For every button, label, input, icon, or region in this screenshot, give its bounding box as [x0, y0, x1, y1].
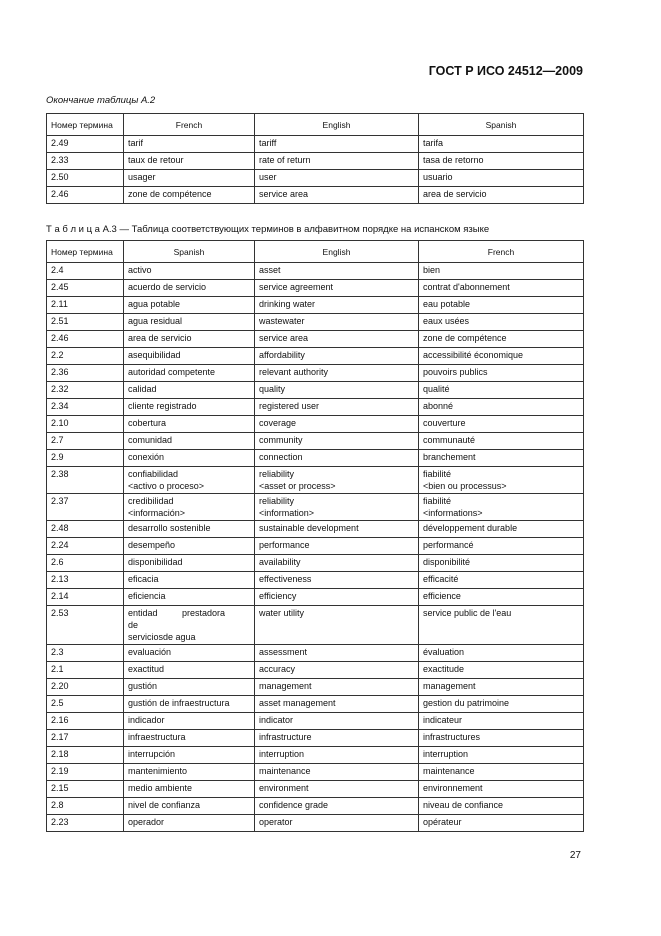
table2-caption: Т а б л и ц а А.3 — Таблица соответствующих терминов в алфавитном порядке на испанском языке: [46, 224, 490, 235]
term-spanish: indicador: [124, 713, 255, 730]
term-spanish: tasa de retorno: [419, 153, 584, 170]
term-number: 2.36: [47, 365, 124, 382]
term-number: 2.3: [47, 645, 124, 662]
term-french: efficience: [419, 589, 584, 606]
cell-line: service public de l'eau: [423, 608, 512, 618]
term-french: [419, 467, 584, 494]
table-row: [47, 467, 584, 494]
term-english: operator: [255, 815, 419, 832]
term-french: management: [419, 679, 584, 696]
term-spanish: infraestructura: [124, 730, 255, 747]
term-spanish: area de servicio: [124, 331, 255, 348]
cell-line-2: <information>: [259, 508, 315, 518]
term-english: indicator: [255, 713, 419, 730]
table-row: [47, 416, 584, 433]
term-number: 2.2: [47, 348, 124, 365]
term-french: pouvoirs publics: [419, 365, 584, 382]
cell-line-2: <bien ou processus>: [423, 481, 507, 491]
cell-line-2: <informations>: [423, 508, 483, 518]
term-spanish: calidad: [124, 382, 255, 399]
table-row: [47, 314, 584, 331]
term-english: availability: [255, 555, 419, 572]
term-french: couverture: [419, 416, 584, 433]
column-header: French: [419, 241, 584, 263]
term-number: 2.19: [47, 764, 124, 781]
term-french: opérateur: [419, 815, 584, 832]
term-spanish: mantenimiento: [124, 764, 255, 781]
term-spanish: operador: [124, 815, 255, 832]
term-number: 2.37: [47, 494, 124, 521]
column-header: Spanish: [419, 114, 584, 136]
cell-line: confiabilidad: [128, 469, 179, 479]
term-french: environnement: [419, 781, 584, 798]
term-number: 2.46: [47, 187, 124, 204]
term-french: abonné: [419, 399, 584, 416]
term-number: 2.23: [47, 815, 124, 832]
table-row: [47, 399, 584, 416]
term-number: 2.8: [47, 798, 124, 815]
table-row: [47, 645, 584, 662]
term-english: management: [255, 679, 419, 696]
term-number: 2.51: [47, 314, 124, 331]
term-spanish: evaluación: [124, 645, 255, 662]
term-french: eaux usées: [419, 314, 584, 331]
table-row: [47, 747, 584, 764]
document-code: ГОСТ Р ИСО 24512—2009: [428, 64, 583, 78]
term-english: maintenance: [255, 764, 419, 781]
column-header: Номер термина: [47, 114, 124, 136]
term-spanish: eficiencia: [124, 589, 255, 606]
term-spanish: [124, 606, 255, 645]
term-number: 2.48: [47, 521, 124, 538]
cell-line: fiabilité: [423, 496, 452, 506]
term-french: performancé: [419, 538, 584, 555]
cell-line-2: serviciosde agua: [128, 632, 196, 642]
column-header: English: [255, 241, 419, 263]
term-english: infrastructure: [255, 730, 419, 747]
term-number: 2.45: [47, 280, 124, 297]
term-spanish: tarifa: [419, 136, 584, 153]
term-english: asset: [255, 263, 419, 280]
term-english: community: [255, 433, 419, 450]
table-body: [47, 263, 584, 832]
table-row: [47, 815, 584, 832]
table-row: [47, 331, 584, 348]
column-header: Номер термина: [47, 241, 124, 263]
term-french: infrastructures: [419, 730, 584, 747]
term-french: [419, 494, 584, 521]
page-number: 27: [569, 850, 581, 861]
term-english: connection: [255, 450, 419, 467]
table-row: [47, 781, 584, 798]
term-spanish: comunidad: [124, 433, 255, 450]
term-english: accuracy: [255, 662, 419, 679]
cell-line: water utility: [259, 608, 305, 618]
table-row: [47, 538, 584, 555]
table1-caption: Окончание таблицы А.2: [46, 95, 156, 106]
cell-line-2: <información>: [128, 508, 186, 518]
term-spanish: gustión: [124, 679, 255, 696]
term-number: 2.18: [47, 747, 124, 764]
term-french: [419, 606, 584, 645]
table-row: [47, 365, 584, 382]
term-english: confidence grade: [255, 798, 419, 815]
table-row: [47, 187, 584, 204]
term-spanish: eficacia: [124, 572, 255, 589]
term-french: efficacité: [419, 572, 584, 589]
table-row: [47, 555, 584, 572]
table-row: [47, 170, 584, 187]
term-number: 2.6: [47, 555, 124, 572]
term-english: drinking water: [255, 297, 419, 314]
term-french: indicateur: [419, 713, 584, 730]
term-spanish: acuerdo de servicio: [124, 280, 255, 297]
term-spanish: autoridad competente: [124, 365, 255, 382]
term-french: communauté: [419, 433, 584, 450]
table-row: [47, 297, 584, 314]
term-number: 2.53: [47, 606, 124, 645]
table-row: [47, 696, 584, 713]
term-number: 2.7: [47, 433, 124, 450]
term-spanish: gustión de infraestructura: [124, 696, 255, 713]
table-row: [47, 280, 584, 297]
term-spanish: cliente registrado: [124, 399, 255, 416]
term-number: 2.16: [47, 713, 124, 730]
term-english: coverage: [255, 416, 419, 433]
term-french: disponibilité: [419, 555, 584, 572]
table-row: [47, 433, 584, 450]
term-english: user: [255, 170, 419, 187]
term-spanish: asequibilidad: [124, 348, 255, 365]
table-row: [47, 662, 584, 679]
table-a3: [46, 240, 584, 832]
term-number: 2.38: [47, 467, 124, 494]
term-french: usager: [124, 170, 255, 187]
term-english: interruption: [255, 747, 419, 764]
term-french: évaluation: [419, 645, 584, 662]
term-spanish: medio ambiente: [124, 781, 255, 798]
term-english: efficiency: [255, 589, 419, 606]
table-row: [47, 679, 584, 696]
table-row: [47, 764, 584, 781]
term-english: service area: [255, 187, 419, 204]
term-english: affordability: [255, 348, 419, 365]
term-english: [255, 494, 419, 521]
term-french: tarif: [124, 136, 255, 153]
term-number: 2.11: [47, 297, 124, 314]
term-english: assessment: [255, 645, 419, 662]
cell-line: fiabilité: [423, 469, 452, 479]
term-french: niveau de confiance: [419, 798, 584, 815]
term-spanish: usuario: [419, 170, 584, 187]
term-french: bien: [419, 263, 584, 280]
term-number: 2.1: [47, 662, 124, 679]
term-number: 2.9: [47, 450, 124, 467]
term-french: développement durable: [419, 521, 584, 538]
term-english: registered user: [255, 399, 419, 416]
term-french: accessibilité économique: [419, 348, 584, 365]
term-number: 2.4: [47, 263, 124, 280]
term-spanish: desarrollo sostenible: [124, 521, 255, 538]
table-a2-end: [46, 113, 584, 204]
term-french: contrat d'abonnement: [419, 280, 584, 297]
term-number: 2.17: [47, 730, 124, 747]
term-english: environment: [255, 781, 419, 798]
term-spanish: cobertura: [124, 416, 255, 433]
term-english: service area: [255, 331, 419, 348]
table-header-row: [47, 241, 584, 263]
term-english: tariff: [255, 136, 419, 153]
term-number: 2.5: [47, 696, 124, 713]
table-header-row: [47, 114, 584, 136]
table-row: [47, 798, 584, 815]
term-spanish: desempeño: [124, 538, 255, 555]
table-row: [47, 494, 584, 521]
term-english: effectiveness: [255, 572, 419, 589]
term-spanish: exactitud: [124, 662, 255, 679]
term-spanish: agua potable: [124, 297, 255, 314]
table-row: [47, 153, 584, 170]
term-number: 2.15: [47, 781, 124, 798]
term-english: sustainable development: [255, 521, 419, 538]
term-french: gestion du patrimoine: [419, 696, 584, 713]
term-french: taux de retour: [124, 153, 255, 170]
term-number: 2.34: [47, 399, 124, 416]
term-number: 2.46: [47, 331, 124, 348]
table-row: [47, 572, 584, 589]
cell-line: reliability: [259, 496, 295, 506]
table-row: [47, 521, 584, 538]
term-spanish: [124, 467, 255, 494]
term-spanish: agua residual: [124, 314, 255, 331]
term-english: [255, 606, 419, 645]
term-english: asset management: [255, 696, 419, 713]
term-number: 2.50: [47, 170, 124, 187]
term-english: performance: [255, 538, 419, 555]
table-row: [47, 713, 584, 730]
table-row: [47, 263, 584, 280]
cell-line: reliability: [259, 469, 295, 479]
term-french: zone de compétence: [124, 187, 255, 204]
term-number: 2.13: [47, 572, 124, 589]
term-english: rate of return: [255, 153, 419, 170]
term-spanish: conexión: [124, 450, 255, 467]
term-english: [255, 467, 419, 494]
table-row: [47, 589, 584, 606]
term-number: 2.32: [47, 382, 124, 399]
term-english: service agreement: [255, 280, 419, 297]
term-french: eau potable: [419, 297, 584, 314]
term-english: wastewater: [255, 314, 419, 331]
cell-line: entidad prestadora de: [128, 608, 226, 630]
term-spanish: interrupción: [124, 747, 255, 764]
cell-line-2: <activo o proceso>: [128, 481, 205, 491]
term-number: 2.33: [47, 153, 124, 170]
term-spanish: area de servicio: [419, 187, 584, 204]
table-row: [47, 382, 584, 399]
column-header: Spanish: [124, 241, 255, 263]
term-french: branchement: [419, 450, 584, 467]
term-spanish: disponibilidad: [124, 555, 255, 572]
term-english: relevant authority: [255, 365, 419, 382]
term-french: exactitude: [419, 662, 584, 679]
term-french: interruption: [419, 747, 584, 764]
table-row: [47, 348, 584, 365]
table-row: [47, 450, 584, 467]
term-number: 2.24: [47, 538, 124, 555]
term-french: qualité: [419, 382, 584, 399]
term-number: 2.49: [47, 136, 124, 153]
term-french: maintenance: [419, 764, 584, 781]
column-header: English: [255, 114, 419, 136]
term-spanish: activo: [124, 263, 255, 280]
column-header: French: [124, 114, 255, 136]
term-spanish: nivel de confianza: [124, 798, 255, 815]
term-number: 2.20: [47, 679, 124, 696]
term-number: 2.14: [47, 589, 124, 606]
cell-line-2: <asset or process>: [259, 481, 336, 491]
table-row: [47, 606, 584, 645]
cell-line: credibilidad: [128, 496, 174, 506]
table-row: [47, 730, 584, 747]
table-row: [47, 136, 584, 153]
term-french: zone de compétence: [419, 331, 584, 348]
term-english: quality: [255, 382, 419, 399]
term-number: 2.10: [47, 416, 124, 433]
term-spanish: [124, 494, 255, 521]
